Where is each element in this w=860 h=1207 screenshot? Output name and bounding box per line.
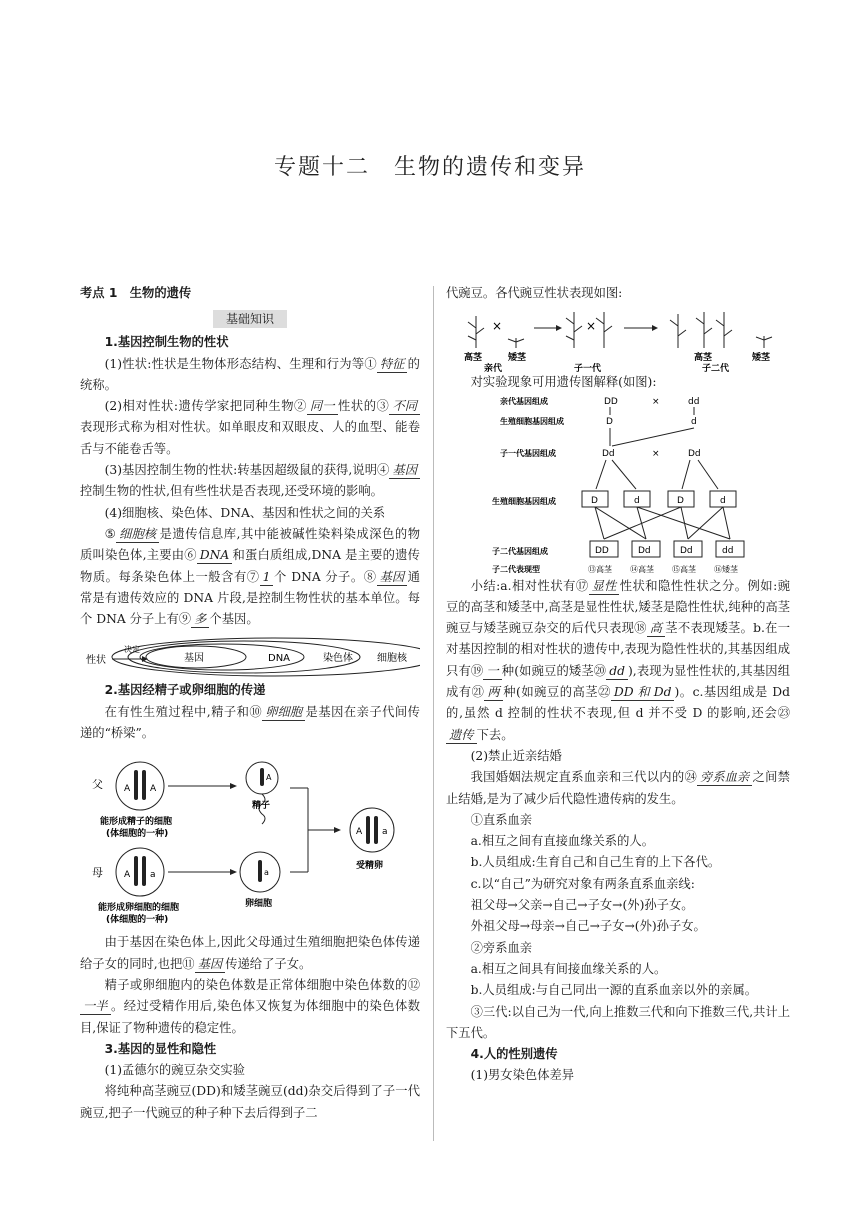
venn-decide: 决定 <box>124 645 140 655</box>
svg-text:Dd: Dd <box>688 448 701 459</box>
venn-nucleus: 细胞核 <box>377 653 407 665</box>
answer-20: dd <box>606 663 628 680</box>
svg-text:×: × <box>652 448 660 459</box>
para-relative-trait: (2)相对性状:遗传学家把同种生物② 同一 性状的③ 不同表现形式称为相对性状。如单眼皮和双眼皮、人的血型、能卷舌与不能卷舌等。 <box>80 399 420 456</box>
answer-4: 基因 <box>389 462 420 479</box>
svg-text:受精卵: 受精卵 <box>356 861 384 872</box>
svg-text:生殖细胞基因组成: 生殖细胞基因组成 <box>492 496 556 506</box>
para-gene-control: (3)基因控制生物的性状:转基因超级鼠的获得,说明④ 基因控制生物的性状,但有些性状是否表现,还受环境的影响。 <box>80 460 420 503</box>
answer-21: 两 <box>484 684 502 701</box>
para-bridge: 在有性生殖过程中,精子和⑩ 卵细胞 是基因在亲子代间传递的“桥梁”。 <box>80 704 420 741</box>
svg-text:DD: DD <box>604 396 618 407</box>
svg-text:A: A <box>266 773 272 783</box>
svg-text:dd: dd <box>722 545 734 556</box>
para-mendel: (1)孟德尔的豌豆杂交实验 <box>104 1063 245 1078</box>
svg-text:Dd: Dd <box>602 448 615 459</box>
answer-10: 卵细胞 <box>262 704 305 721</box>
para-cross: 将纯种高茎豌豆(DD)和矮茎豌豆(dd)杂交后得到了子一代豌豆,把子一代豌豆的种子种下去后得到子二 <box>80 1084 420 1120</box>
para-chromosome-number: 精子或卵细胞内的染色体数是正常体细胞中染色体数的⑫一半 。经过受精作用后,染色体又恢复为体细胞中的染色体数目,保证了物种遗传的稳定性。 <box>80 977 420 1035</box>
venn-dna: DNA <box>268 653 291 665</box>
nested-venn-diagram <box>80 636 420 678</box>
para-summary: 小结:a.相对性状有⑰ 显性 性状和隐性性状之分。例如:豌豆的高茎和矮茎中,高茎是显性性状,矮茎是隐性性状,纯种的高茎豌豆与矮茎豌豆杂交的后代只表现⑱ 高 茎不表现矮茎。b.在一对基因控制的相对性状的遗传中,表现为隐性性状的,其基因组成只有⑲ 一 种(如豌豆的矮茎⑳ dd ),表现为显性性状的,其基因组成有㉑ 两 种(如豌豆的高茎㉒ DD 和 Dd )。c.基因组成是 Dd 的,虽然 d 控制的性状不表现,但 d 并不受 D 的影响,还会㉓遗传 下去。 <box>446 578 790 742</box>
svg-text:⑬高茎: ⑬高茎 <box>588 564 612 574</box>
svg-text:D: D <box>606 416 613 427</box>
list-item: 外祖父母→母亲→自己→子女→(外)孙子女。 <box>470 919 706 934</box>
list-item: a.相互之间具有间接血缘关系的人。 <box>470 961 667 976</box>
column-divider <box>433 286 434 1141</box>
svg-text:Dd: Dd <box>638 545 651 556</box>
answer-18: 高 <box>647 620 665 637</box>
svg-text:(体细胞的一种): (体细胞的一种) <box>106 915 169 926</box>
answer-23: 遗传 <box>446 727 477 744</box>
svg-text:高茎: 高茎 <box>694 353 713 364</box>
svg-text:D: D <box>677 495 684 506</box>
page-title: 专题十二 生物的遗传和变异 <box>273 155 586 180</box>
svg-text:dd: dd <box>688 396 700 407</box>
svg-text:d: d <box>691 416 697 427</box>
list-item: b.人员组成:生育自己和自己生育的上下各代。 <box>470 855 721 870</box>
para-nucleus: ⑤ 细胞核 是遗传信息库,其中能被碱性染料染成深色的物质叫染色体,主要由⑥ DNA 和蛋白质组成,DNA 是主要的遗传物质。每条染色体上一般含有⑦ 1 个 DNA 分子。⑧ 基因 通常是有遗传效应的 DNA 片段,是控制生物性状的基本单位。每个 DNA 分子上有⑨ 多 个基因。 <box>80 526 420 627</box>
svg-text:⑮高茎: ⑮高茎 <box>672 564 696 574</box>
svg-text:×: × <box>586 319 597 334</box>
svg-text:a: a <box>150 870 156 881</box>
para-relation: (4)细胞核、染色体、DNA、基因和性状之间的关系 <box>104 505 386 520</box>
right-column <box>446 283 790 1087</box>
svg-text:A: A <box>124 870 131 881</box>
svg-text:Dd: Dd <box>680 545 693 556</box>
answer-1: 特征 <box>377 356 408 373</box>
svg-text:×: × <box>492 319 503 334</box>
para-trait: (1)性状:性状是生物体形态结构、生理和行为等① 特征 的统称。 <box>80 356 420 392</box>
svg-text:矮茎: 矮茎 <box>752 353 771 364</box>
svg-text:生殖细胞基因组成: 生殖细胞基因组成 <box>500 416 564 426</box>
svg-text:精子: 精子 <box>252 801 271 812</box>
answer-8: 基因 <box>377 569 408 586</box>
svg-text:能形成精子的细胞: 能形成精子的细胞 <box>100 817 173 828</box>
svg-text:子二代: 子二代 <box>702 364 730 373</box>
basic-knowledge-badge: 基础知识 <box>213 310 287 328</box>
svg-text:子二代基因组成: 子二代基因组成 <box>492 546 548 556</box>
genetic-cross-diagram <box>446 394 790 576</box>
svg-text:亲代基因组成: 亲代基因组成 <box>500 396 548 406</box>
svg-text:父: 父 <box>92 778 103 792</box>
svg-text:D: D <box>591 495 598 506</box>
fertilization-diagram <box>80 748 420 928</box>
para-law: 我国婚姻法规定直系血亲和三代以内的㉔ 旁系血亲 之间禁止结婚,是为了减少后代隐性遗传病的发生。 <box>446 770 790 806</box>
list-item: c.以“自己”为研究对象有两条直系血亲线: <box>470 876 695 891</box>
left-column <box>80 283 420 1124</box>
svg-text:矮茎: 矮茎 <box>508 353 527 364</box>
para-sex-chromosome: (1)男女染色体差异 <box>470 1068 575 1083</box>
svg-text:×: × <box>652 396 660 407</box>
svg-text:卵细胞: 卵细胞 <box>245 899 273 910</box>
list-item: b.人员组成:与自己同出一源的直系血亲以外的亲属。 <box>470 983 758 998</box>
answer-19: 一 <box>483 663 501 680</box>
svg-text:子二代表现型: 子二代表现型 <box>492 564 540 574</box>
svg-text:d: d <box>634 495 640 506</box>
svg-text:a: a <box>382 827 388 838</box>
svg-text:⑯矮茎: ⑯矮茎 <box>714 564 738 574</box>
subheading-4: 4.人的性别遗传 <box>470 1047 558 1062</box>
answer-6: DNA <box>197 547 233 564</box>
list-item: ①直系血亲 <box>470 812 533 827</box>
list-item: 祖父母→父亲→自己→子女→(外)孙子女。 <box>470 898 694 913</box>
pea-generations-figure <box>446 304 790 372</box>
svg-text:a: a <box>264 868 269 878</box>
svg-text:子一代: 子一代 <box>574 364 602 373</box>
svg-text:A: A <box>150 784 157 795</box>
answer-17: 显性 <box>589 578 620 595</box>
svg-text:(体细胞的一种): (体细胞的一种) <box>106 829 169 840</box>
svg-text:⑭高茎: ⑭高茎 <box>630 564 654 574</box>
answer-3: 不同 <box>389 398 420 415</box>
svg-text:母: 母 <box>92 866 103 880</box>
answer-5: 细胞核 <box>116 526 159 543</box>
answer-12: 一半 <box>80 998 111 1015</box>
para-gene-transfer: 由于基因在染色体上,因此父母通过生殖细胞把染色体传递给子女的同时,也把⑪ 基因 传递给了子女。 <box>80 935 420 971</box>
svg-text:A: A <box>124 784 131 795</box>
answer-9: 多 <box>191 611 209 628</box>
svg-text:d: d <box>720 495 726 506</box>
answer-11: 基因 <box>195 956 226 973</box>
venn-gene: 基因 <box>184 653 204 665</box>
para-pea-intro: 代豌豆。各代豌豆性状表现如图: <box>446 286 623 300</box>
subheading-1: 1.基因控制生物的性状 <box>104 335 229 350</box>
para-tree-intro: 对实验现象可用遗传图解释(如图): <box>470 375 657 390</box>
answer-7: 1 <box>260 569 274 586</box>
svg-text:能形成卵细胞的细胞: 能形成卵细胞的细胞 <box>98 903 180 914</box>
list-item: ③三代:以自己为一代,向上推数三代和向下推数三代,共计上下五代。 <box>446 1004 790 1040</box>
svg-text:DD: DD <box>595 545 609 556</box>
svg-text:高茎: 高茎 <box>464 353 483 364</box>
venn-chromosome: 染色体 <box>323 653 353 665</box>
svg-text:子一代基因组成: 子一代基因组成 <box>500 448 556 458</box>
subheading-2: 2.基因经精子或卵细胞的传递 <box>104 683 266 698</box>
answer-24: 旁系血亲 <box>697 769 752 786</box>
list-item: a.相互之间有直接血缘关系的人。 <box>470 834 654 849</box>
subheading-3: 3.基因的显性和隐性 <box>104 1041 217 1056</box>
svg-text:亲代: 亲代 <box>484 364 503 373</box>
venn-trait: 性状 <box>86 655 106 667</box>
list-item: ②旁系血亲 <box>470 940 533 955</box>
answer-22: DD 和 Dd <box>611 684 675 701</box>
section-heading: 考点 1 生物的遗传 <box>80 286 192 300</box>
answer-2: 同一 <box>307 398 338 415</box>
svg-text:A: A <box>356 827 363 838</box>
para-marriage: (2)禁止近亲结婚 <box>470 748 562 763</box>
